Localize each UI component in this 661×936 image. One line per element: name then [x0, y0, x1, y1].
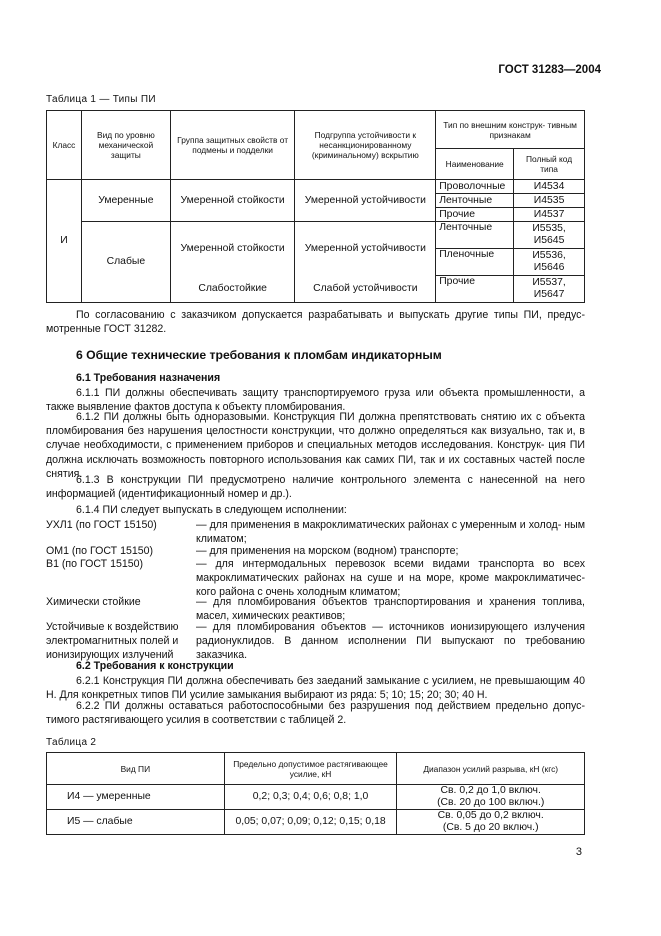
paragraph-6-1-3: 6.1.3 В конструкции ПИ предусмотрено наличие контрольного элемента с нанесенной на него информацией (идентификационный номер и др.). — [46, 474, 585, 501]
paragraph-6-1-2: 6.1.2 ПИ должны быть одноразовыми. Конструкция ПИ должна препятствовать снятию их с объекта пломбирования без нарушения целостности конструкции, что должно определяться как визуально, так и, в случае необходимости, с применением приборов и специальных методов исследования. Конструк- ция ПИ должна исключать возможность повторного использования как самих ПИ, так и их составных частей после снятия. — [46, 411, 585, 480]
cell-break-range — [397, 785, 585, 810]
cell-name: Ленточные — [436, 194, 514, 208]
th-outer-type: Тип по внешним конструк- тивным признакам — [436, 111, 585, 149]
break-range-line: Св. 0,05 до 0,2 включ. — [437, 810, 544, 821]
version-key: Устойчивые к воздействию электромагнитных полей и ионизирующих излучений — [46, 621, 179, 662]
cell-type-moderate: Умеренные — [81, 180, 170, 222]
document-id: ГОСТ 31283—2004 — [498, 64, 601, 76]
cell-subgroup: Умеренной устойчивости — [295, 222, 436, 276]
paragraph-6-2-2: 6.2.2 ПИ должны оставаться работоспособными без разрушения под действием предельно допус- тимого растягивающего усилия в соответствии с таблицей 2. — [46, 700, 585, 727]
version-value: — для пломбирования объектов транспортирования и хранения топлива, масел, химических реактивов; — [196, 596, 585, 623]
cell-max-force: 0,05; 0,07; 0,09; 0,12; 0,15; 0,18 — [224, 810, 397, 835]
cell-code: И5535, И5645 — [514, 222, 585, 249]
version-key: В1 (по ГОСТ 15150) — [46, 558, 144, 570]
cell-code: И4537 — [514, 208, 585, 222]
cell-subgroup: Слабой устойчивости — [295, 276, 436, 303]
break-range-line: (Св. 5 до 20 включ.) — [442, 822, 539, 833]
th-name: Наименование — [436, 149, 514, 180]
version-value: — для пломбирования объектов — источников ионизирующего излучения радионуклидов. В данном исполнении ПИ выпускают по требованию заказчика. — [196, 621, 585, 662]
subsection-6-2-title: 6.2 Требования к конструкции — [76, 660, 234, 672]
version-value: — для применения в макроклиматических районах с умеренным и холод- ным климатом; — [196, 519, 585, 546]
cell-pi-type: И5 — слабые — [47, 810, 225, 835]
version-key: ОМ1 (по ГОСТ 15150) — [46, 545, 154, 557]
cell-group: Слабостойкие — [170, 276, 295, 303]
cell-name: Проволочные — [436, 180, 514, 194]
cell-break-range — [397, 810, 585, 835]
th-resistance-subgroup: Подгруппа устойчивости к несанкционированному (криминальному) вскрытию — [295, 111, 436, 180]
version-key: УХЛ1 (по ГОСТ 15150) — [46, 519, 157, 531]
cell-class: И — [47, 180, 82, 303]
cell-code: И5536, И5646 — [514, 249, 585, 276]
page-number: 3 — [575, 846, 582, 858]
th-class: Класс — [47, 111, 82, 180]
cell-group: Умеренной стойкости — [170, 180, 295, 222]
paragraph-6-2-1: 6.2.1 Конструкция ПИ должна обеспечивать без заеданий замыкание с усилием, не превышающим 40 Н. Для конкретных типов ПИ усилие замыкания выбирают из ряда: 5; 10; 15; 20; 30; 40 Н. — [46, 675, 585, 702]
cell-subgroup: Умеренной устойчивости — [295, 180, 436, 222]
cell-code: И5537, И5647 — [514, 276, 585, 303]
th-protective-group: Группа защитных свойств от подмены и подделки — [170, 111, 295, 180]
cell-name: Пленочные — [436, 249, 514, 276]
table1 — [46, 110, 585, 303]
cell-pi-type: И4 — умеренные — [47, 785, 225, 810]
cell-name: Прочие — [436, 208, 514, 222]
th-code: Полный код типа — [514, 149, 585, 180]
break-range-line: (Св. 20 до 100 включ.) — [437, 797, 545, 808]
cell-code: И4535 — [514, 194, 585, 208]
paragraph-6-1-4: 6.1.4 ПИ следует выпускать в следующем исполнении: — [76, 504, 347, 516]
version-value: — для применения на морском (водном) транспорте; — [196, 545, 459, 557]
cell-name: Ленточные — [436, 222, 514, 249]
break-range-line: Св. 0,2 до 1,0 включ. — [440, 785, 541, 796]
cell-type-weak: Слабые — [81, 222, 170, 303]
table2 — [46, 752, 585, 835]
th-protection-type: Вид по уровню механической защиты — [81, 111, 170, 180]
th-pi-type: Вид ПИ — [47, 753, 225, 785]
cell-code: И4534 — [514, 180, 585, 194]
version-key: Химически стойкие — [46, 596, 141, 608]
subsection-6-1-title: 6.1 Требования назначения — [76, 372, 221, 384]
paragraph-6-1-1: 6.1.1 ПИ должны обеспечивать защиту транспортируемого груза или объекта промышленности, а также выявление фактов доступа к объекту пломбирования. — [46, 387, 585, 414]
th-break-range: Диапазон усилий разрыва, кН (кгс) — [397, 753, 585, 785]
note-paragraph: По согласованию с заказчиком допускается разрабатывать и выпускать другие типы ПИ, предус- мотренные ГОСТ 31282. — [46, 309, 585, 336]
cell-max-force: 0,2; 0,3; 0,4; 0,6; 0,8; 1,0 — [224, 785, 397, 810]
cell-group: Умеренной стойкости — [170, 222, 295, 276]
version-value: — для интермодальных перевозок всеми видами транспорта во всех макроклиматических районах на суше и на море, кроме макроклиматичес- кого района с очень холодным климатом; — [196, 558, 585, 599]
section-6-title: 6 Общие технические требования к пломбам индикаторным — [76, 348, 442, 362]
cell-name: Прочие — [436, 276, 514, 303]
th-max-force: Предельно допустимое растягивающее усилие, кН — [224, 753, 397, 785]
table2-caption: Таблица 2 — [46, 737, 97, 748]
table1-caption: Таблица 1 — Типы ПИ — [46, 94, 156, 105]
